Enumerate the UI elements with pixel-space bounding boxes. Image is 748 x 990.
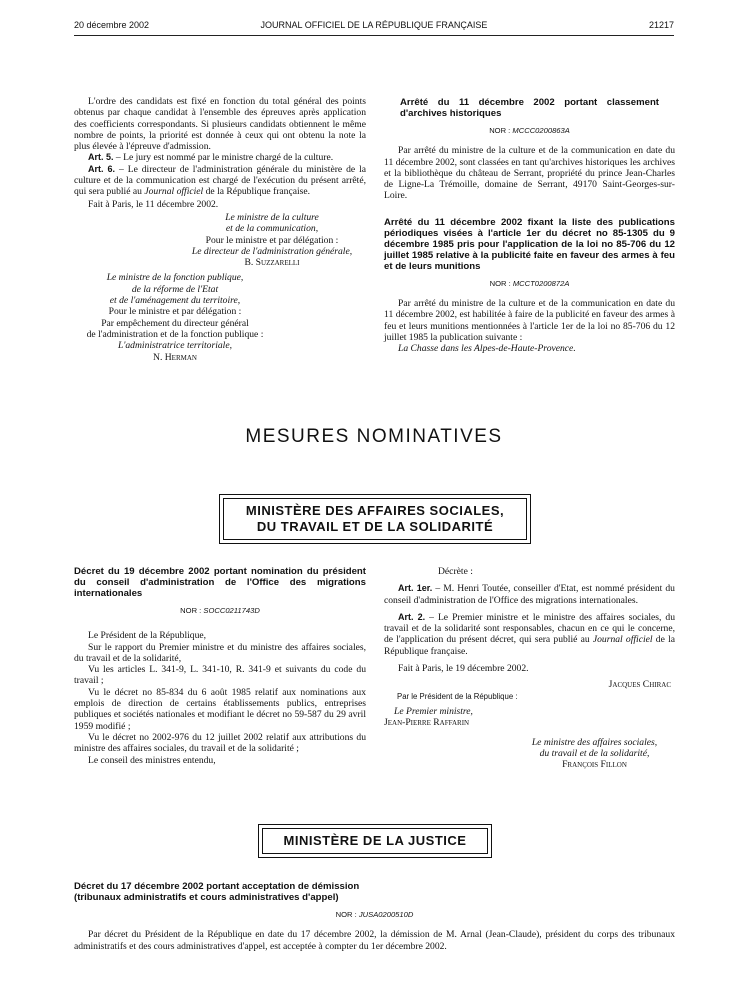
section-banner: MESURES NOMINATIVES xyxy=(245,426,503,447)
ministry-title-line2: DU TRAVAIL ET DE LA SOLIDARITÉ xyxy=(256,519,494,534)
decree-1-left: Décret du 19 décembre 2002 portant nomination du président du conseil d'administration de l'Office des migrations internationales NOR : SOCC0211743D Le Président de la République, Sur le rapport du Premier ministre et du ministre des affaires sociales, du travail et de la solidarité, Vu les articles L. 341-9, L. 341-10, R. 341-9 et suivants du code du travail ; Vu le décret no 85-834 du 6 août 1985 relatif aux nominations aux emplois de direction de certains établissements publics, entreprises publiques et sociétés nationales et modifiant le décret no 59-587 du 29 avril 1959 modifié ; Vu le décret no 2002-976 du 12 juillet 2002 relatif aux attributions du ministre des affaires sociales, du travail et de la solidarité ; Le conseil des ministres entendu, xyxy=(74,566,366,766)
decree-1-article-2: Art. 2. – Le Premier ministre et le ministre des affaires sociales, du travail et de la solidarité sont responsables, chacun en ce qui le concerne, de l'application du présent décret, qui sera publié au Journal officiel de la République française. xyxy=(384,611,675,657)
arrete-1-nor: NOR : MCCC0200863A xyxy=(489,126,570,135)
article-5: Art. 5. – Le jury est nommé par le ministre chargé de la culture. xyxy=(88,152,334,164)
page-header xyxy=(74,20,674,34)
decrete: Décrète : xyxy=(438,566,473,577)
ministry-title: MINISTÈRE DE LA JUSTICE xyxy=(283,833,467,848)
decree-2-nor: NOR : JUSA0200510D xyxy=(335,910,414,919)
pm-signature: Jean-Pierre Raffarin xyxy=(384,717,470,729)
left-column-top xyxy=(74,96,366,363)
paragraph: L'ordre des candidats est fixé en fonction du total général des points obtenus par chaque candidat à l'ensemble des épreuves après application des coefficients correspondants. Si plusieurs candidats obtiennent le même nombre de points, la priorité est donnée à ceux qui ont obtenu la note la plus élevée à l'épreuve d'admission. xyxy=(74,96,366,153)
ministry-title-line1: MINISTÈRE DES AFFAIRES SOCIALES, xyxy=(245,503,505,518)
decree-1-nor: NOR : SOCC0211743D xyxy=(180,606,260,615)
header-title: JOURNAL OFFICIEL DE LA RÉPUBLIQUE FRANÇAISE xyxy=(260,20,488,30)
arrete-2-nor: NOR : MCCT0200872A xyxy=(489,278,570,288)
signatory-name: N. Herman xyxy=(153,351,197,363)
decree-2-title-l2: (tribunaux administratifs et cours administratives d'appel) xyxy=(74,892,339,903)
arrete-1-text: Par arrêté du ministre de la culture et de la communication en date du 11 décembre 2002, sont classées en tant qu'archives historiques les archives et la bibliothèque du château de Serrant, propriété du prince Jean-Charles de Ligne-La Trémoille, domaine de Serrant, 49170 Saint-Georges-sur-Loire. xyxy=(384,145,675,202)
decree-1-article-1: Art. 1er. – M. Henri Toutée, conseiller d'Etat, est nommé président du conseil d'administration de l'Office des migrations internationales. xyxy=(384,583,675,606)
signature-block-1: Le ministre de la culture et de la communication, Pour le ministre et par délégation : Le directeur de l'administration générale, B. Suzzarelli xyxy=(178,212,366,268)
decree-1-fait: Fait à Paris, le 19 décembre 2002. xyxy=(398,663,529,675)
minister-signature-block: Le ministre des affaires sociales, du travail et de la solidarité, François Fillon xyxy=(531,736,658,771)
decree-2-title-l1: Décret du 17 décembre 2002 portant acceptation de démission xyxy=(74,881,360,892)
signatory-name: B. Suzzarelli xyxy=(244,257,300,269)
header-date: 20 décembre 2002 xyxy=(74,20,150,30)
right-column-top xyxy=(384,97,675,355)
arrete-2-text: Par arrêté du ministre de la culture et de la communication en date du 11 décembre 2002, est habilitée à faire de la publicité en faveur des armes à feu et leurs munitions mentionnées à l'article 1er de la loi no 85-706 du 12 juillet 1985 la publication suivante : xyxy=(384,298,675,343)
arrete-2-title: Arrêté du 11 décembre 2002 fixant la liste des publications périodiques visées à l'article 1er du décret no 85-1305 du 9 décembre 1985 pris pour l'application de la loi no 85-706 du 12 juillet 1985 relative à la publicité faite en faveur des armes à feu et de leurs munitions xyxy=(384,216,675,272)
arrete-2-publication: La Chasse dans les Alpes-de-Haute-Provence. xyxy=(398,343,576,355)
decree-2-text: Par décret du Président de la République en date du 17 décembre 2002, la démission de M. Arnal (Jean-Claude), président du corps des tribunaux administratifs et des cours administratives d'appel, est acceptée à compter du 1er décembre 2002. xyxy=(74,929,675,952)
fait-a-paris: Fait à Paris, le 11 décembre 2002. xyxy=(88,198,219,210)
article-6: Art. 6. – Le directeur de l'administration générale du ministère de la culture et de la communication est chargé de l'exécution du présent arrêté, qui sera publié au Journal officiel de la République française. xyxy=(74,163,366,198)
signature-block-2: Le ministre de la fonction publique, de la réforme de l'Etat et de l'aménagement du territoire, Pour le ministre et par délégation : Par empêchement du directeur général de l'administration et de la fonction publique : L'administratrice territoriale, N. Herman xyxy=(72,272,278,362)
decree-1-title: Décret du 19 décembre 2002 portant nomination du président du conseil d'administration de l'Office des migrations internationales xyxy=(74,566,366,599)
decree-1-right: Décrète : Art. 1er. – M. Henri Toutée, conseiller d'Etat, est nommé président du conseil d'administration de l'Office des migrations internationales. Art. 2. – Le Premier ministre et le ministre des affaires sociales, du travail et de la solidarité sont responsables, chacun en ce qui le concerne, de l'application du présent décret, qui sera publié au Journal officiel de la République française. Fait à Paris, le 19 décembre 2002. Jacques Chirac Par le Président de la République : Le Premier ministre, Jean-Pierre Raffarin Le ministre des affaires sociales, du travail et de la solidarité, François Fillon xyxy=(384,566,675,771)
header-rule xyxy=(74,35,674,36)
president-signature: Jacques Chirac xyxy=(608,679,671,691)
decree-2 xyxy=(74,881,675,952)
ministry-box-justice xyxy=(258,824,492,858)
arrete-1-title: Arrêté du 11 décembre 2002 portant classement d'archives historiques xyxy=(400,97,659,119)
ministry-box-social xyxy=(219,494,531,544)
page-number: 21217 xyxy=(648,20,674,30)
